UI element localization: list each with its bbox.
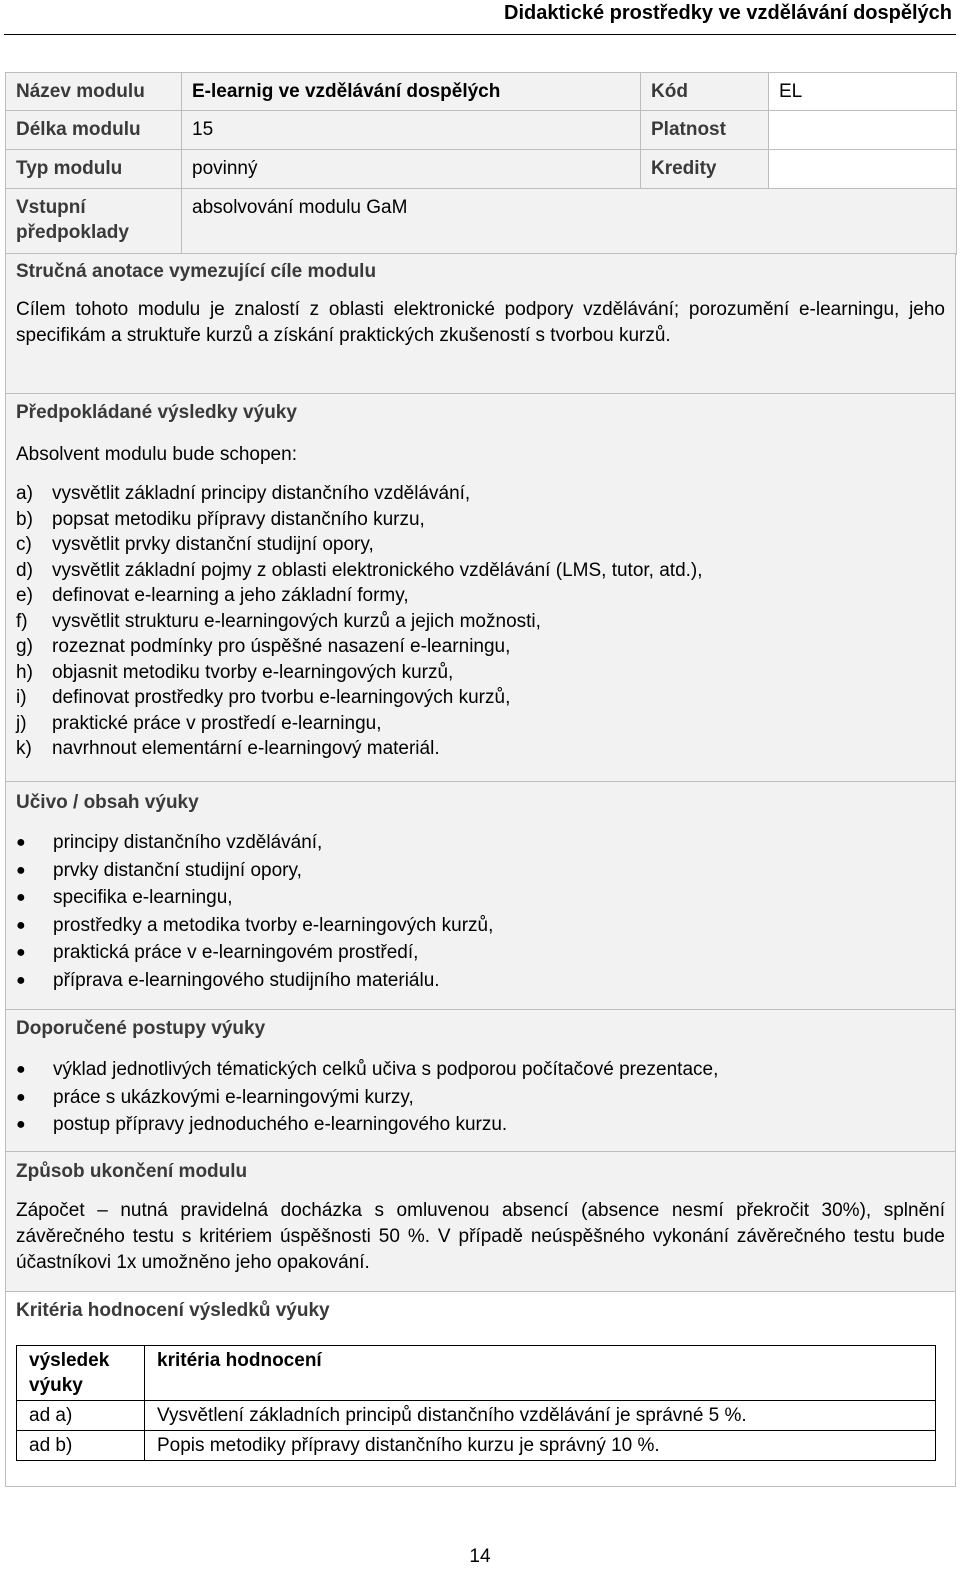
annotation-title: Stručná anotace vymezující cíle modulu [16,261,377,282]
completion-section [5,1151,956,1292]
bullet-icon: ● [16,1061,26,1078]
list-item: ● prvky distanční studijní opory, [16,857,945,885]
content-section [5,781,956,1010]
outcomes-intro: Absolvent modulu bude schopen: [16,444,297,465]
code-label: Kód [641,73,769,111]
table-row: ad a) Vysvětlení základních principů distančního vzdělávání je správné 5 %. [17,1401,936,1431]
page-number: 14 [469,1546,491,1567]
list-item: a) vysvětlit základní principy distančního vzdělávání, [16,483,471,504]
content-list [16,829,945,994]
annotation-section [5,253,956,394]
header-rule [4,34,956,35]
list-item: f) vysvětlit strukturu e-learningových kurzů a jejich možnosti, [16,610,541,632]
bullet-icon: ● [16,944,26,961]
list-item: k) navrhnout elementární e-learningový materiál. [16,738,440,759]
list-item: i) definovat prostředky pro tvorbu e-learningových kurzů, [16,687,511,708]
prereq-label [6,189,182,255]
code-value: EL [769,73,957,111]
validity-value [769,111,957,150]
methods-title: Doporučené postupy výuky [16,1018,266,1039]
list-item: e) definovat e-learning a jeho základní formy, [16,585,409,606]
list-item: j) praktické práce v prostředí e-learningu, [16,712,382,734]
annotation-text: Cílem tohoto modulu je znalostí z oblasti elektronické podpory vzdělávání; porozumění e-learningu, jeho specifikám a struktuře kurzů a získání praktických zkušeností s tvorbou kurzů. [16,299,945,346]
completion-title: Způsob ukončení modulu [16,1161,248,1182]
bullet-icon: ● [16,861,26,879]
credits-label: Kredity [641,150,769,189]
list-item: g) rozeznat podmínky pro úspěšné nasazení e-learningu, [16,636,511,657]
content-title: Učivo / obsah výuky [16,792,199,813]
module-length-label: Délka modulu [6,111,182,150]
criteria-table [16,1345,936,1461]
list-item: ● specifika e-learningu, [16,884,945,912]
list-item: ● výklad jednotlivých tématických celků učiva s podporou počítačové prezentace, [16,1056,945,1084]
running-header: Didaktické prostředky ve vzdělávání dospělých [504,2,952,24]
list-item: ● příprava e-learningového studijního materiálu. [16,967,945,995]
list-item: h) objasnit metodiku tvorby e-learningových kurzů, [16,661,454,683]
bullet-icon: ● [16,971,26,989]
bullet-icon: ● [16,1116,26,1133]
bullet-icon: ● [16,1088,26,1106]
list-item: b) popsat metodiku přípravy distančního kurzu, [16,508,425,530]
validity-label: Platnost [641,111,769,150]
outcomes-title: Předpokládané výsledky výuky [16,402,297,423]
bullet-icon: ● [16,889,26,906]
module-length-value: 15 [182,111,641,150]
module-name-label: Název modulu [6,73,182,111]
list-item: ● práce s ukázkovými e-learningovými kurzy, [16,1084,945,1112]
criteria-col2-header: kritéria hodnocení [145,1346,936,1401]
list-item: ● praktická práce v e-learningovém prostředí, [16,939,945,967]
bullet-icon: ● [16,916,26,934]
prereq-label-line2: předpoklady [16,222,129,243]
table-row: ad b) Popis metodiky přípravy distančního kurzu je správný 10 %. [17,1431,936,1461]
prereq-label-line1: Vstupní [16,197,86,218]
criteria-col1-header: výsledek výuky [17,1346,145,1401]
completion-text: Zápočet – nutná pravidelná docházka s omluvenou absencí (absence nesmí překročit 30%), splnění závěrečného testu s kritériem úspěšnosti 50 %. V případě neúspěšného vykonání závěrečného testu bude účastníkovi 1x umožněno jeho opakování. [16,1200,945,1273]
list-item: d) vysvětlit základní pojmy z oblasti elektronického vzdělávání (LMS, tutor, atd.), [16,559,703,581]
methods-list [16,1056,945,1139]
module-type-label: Typ modulu [6,150,182,189]
prereq-value: absolvování modulu GaM [182,189,957,255]
credits-value [769,150,957,189]
list-item: ● postup přípravy jednoduchého e-learningového kurzu. [16,1111,945,1139]
module-info-table [5,72,957,255]
criteria-title: Kritéria hodnocení výsledků výuky [16,1300,330,1321]
module-name-value: E-learnig ve vzdělávání dospělých [182,73,641,111]
list-item: ● principy distančního vzdělávání, [16,829,945,857]
criteria-section [5,1291,956,1487]
list-item: c) vysvětlit prvky distanční studijní opory, [16,534,374,555]
outcomes-list [16,481,945,762]
outcomes-section [5,393,956,782]
bullet-icon: ● [16,834,26,851]
module-type-value: povinný [182,150,641,189]
list-item: ● prostředky a metodika tvorby e-learningových kurzů, [16,912,945,940]
methods-section [5,1009,956,1152]
